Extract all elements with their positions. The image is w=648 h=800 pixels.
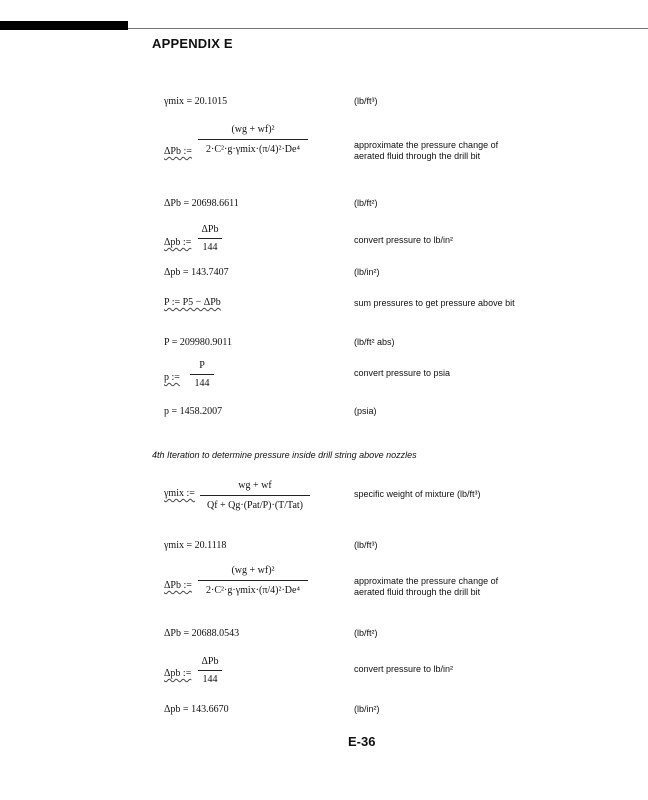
dpb-description: approximate the pressure change of aerated fluid through the drill bit (354, 140, 499, 161)
dpb-value-unit-2: (lb/ft²) (354, 628, 378, 638)
conv-lhs-2: Δpb := (164, 668, 192, 679)
dpb-fraction (198, 124, 308, 155)
dpb-value-unit: (lb/ft²) (354, 198, 378, 208)
gm-numerator: wg + wf (238, 480, 272, 491)
dpb-numerator: (wg + wf)² (231, 124, 275, 135)
psia-description: convert pressure to psia (354, 368, 451, 378)
conv-fraction-2 (198, 656, 222, 685)
dpb-value: ΔPb = 20698.6611 (164, 198, 239, 209)
conv-value-unit: (lb/in²) (354, 267, 380, 277)
gamma-mix-value: γmix = 20.1015 (164, 96, 228, 107)
gamma-mix-unit: (lb/ft³) (354, 96, 378, 106)
sum-description: sum pressures to get pressure above bit (354, 298, 515, 308)
conv-numerator: ΔPb (201, 224, 219, 235)
page-number: E-36 (348, 734, 376, 749)
conv-denominator-2: 144 (202, 674, 218, 685)
conv-description: convert pressure to lb/in² (354, 235, 454, 245)
fraction-bar (198, 139, 308, 140)
sum-equation: P := P5 − ΔPb (164, 297, 221, 308)
fraction-bar (200, 495, 310, 496)
conv-value-unit-2: (lb/in²) (354, 704, 380, 714)
fraction-bar (198, 670, 222, 671)
page-title: APPENDIX E (152, 36, 233, 51)
psia-value: p = 1458.2007 (164, 406, 223, 417)
conv-description-2: convert pressure to lb/in² (354, 664, 454, 674)
header-bar (0, 21, 128, 30)
gm-denominator: Qf + Qg·(Pat/P)·(T/Tat) (206, 500, 304, 511)
dpb-value-2: ΔPb = 20688.0543 (164, 628, 240, 639)
conv-denominator: 144 (202, 242, 218, 253)
conv-lhs: Δpb := (164, 237, 192, 248)
dpb-denominator-2: 2·C²·g·γmix·(π/4)²·De⁴ (206, 585, 300, 596)
dpb-numerator-2: (wg + wf)² (231, 565, 275, 576)
dpb-lhs: ΔPb := (164, 146, 192, 157)
conv-fraction (198, 224, 222, 253)
psia-value-unit: (psia) (354, 406, 377, 416)
p-value-unit: (lb/ft² abs) (354, 337, 395, 347)
gamma-mix-unit-2: (lb/ft³) (354, 540, 378, 550)
psia-denominator: 144 (194, 378, 210, 389)
gm-description: specific weight of mixture (lb/ft³) (354, 489, 481, 499)
conv-numerator-2: ΔPb (201, 656, 219, 667)
dpb-lhs-2: ΔPb := (164, 580, 192, 591)
fraction-bar (198, 580, 308, 581)
psia-numerator: P (199, 360, 205, 371)
conv-value-2: Δpb = 143.6670 (164, 704, 229, 715)
dpb-denominator: 2·C²·g·γmix·(π/4)²·De⁴ (206, 144, 300, 155)
p-value: P = 209980.9011 (164, 337, 232, 348)
conv-value: Δpb = 143.7407 (164, 267, 229, 278)
psia-fraction (190, 360, 214, 389)
gamma-mix-value-2: γmix = 20.1118 (164, 540, 227, 551)
fraction-bar (190, 374, 214, 375)
gm-lhs: γmix := (164, 488, 195, 499)
gm-fraction (200, 480, 310, 511)
header-rule (128, 28, 648, 29)
dpb-description-2: approximate the pressure change of aerated fluid through the drill bit (354, 576, 499, 597)
psia-lhs: p := (164, 372, 180, 383)
dpb-fraction-2 (198, 565, 308, 596)
fraction-bar (198, 238, 222, 239)
iteration-heading: 4th Iteration to determine pressure inside drill string above nozzles (152, 450, 417, 460)
